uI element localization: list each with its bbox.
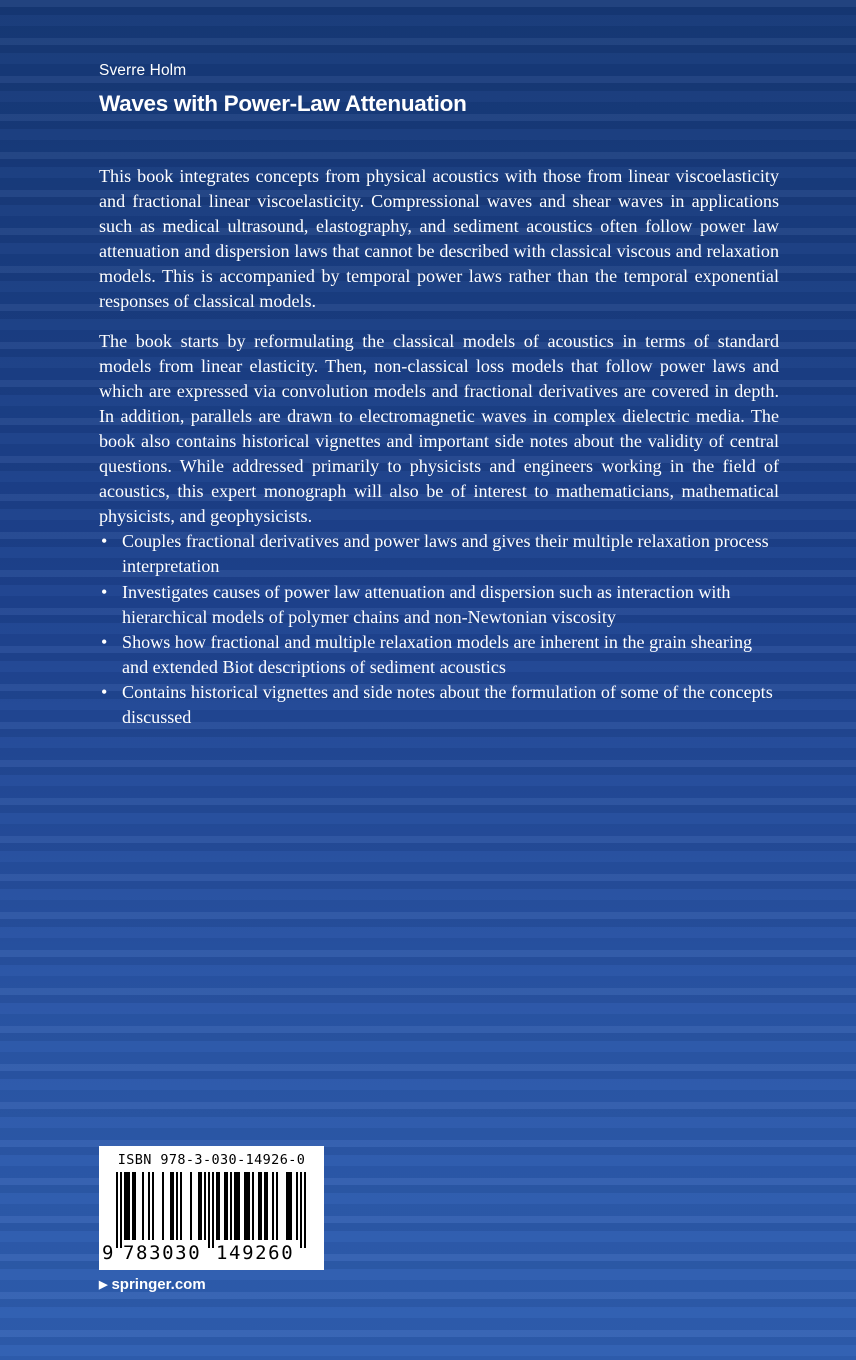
feature-text: Shows how fractional and multiple relaxation models are inherent in the grain shearing and extended Biot descriptions of sediment acoustics <box>122 631 753 677</box>
barcode-bar <box>264 1172 266 1240</box>
arrow-right-icon: ▶ <box>99 1279 108 1291</box>
barcode-bar <box>200 1172 202 1240</box>
barcode-bar <box>272 1172 274 1240</box>
back-cover-blurb <box>99 164 779 730</box>
isbn-barcode <box>99 1146 324 1270</box>
book-title: Waves with Power-Law Attenuation <box>99 91 467 116</box>
description-paragraph: This book integrates concepts from physical acoustics with those from linear viscoelasticity and fractional linear viscoelasticity. Compressional waves and shear waves in applications such as medical ultrasound, elastography, and sediment acoustics often follow power law attenuation and dispersion laws that cannot be described with classical viscous and relaxation models. This is accompanied by temporal power laws rather than the temporal exponential responses of classical models. <box>99 166 779 312</box>
barcode-digit-lead: 9 <box>102 1242 114 1264</box>
feature-item <box>99 529 779 579</box>
barcode-bar <box>162 1172 164 1240</box>
barcode-bar <box>212 1172 214 1248</box>
barcode-bar <box>258 1172 260 1240</box>
description-paragraph: The book starts by reformulating the classical models of acoustics in terms of standard models from linear elasticity. Then, non-classical loss models that follow power laws and which are expressed via convolution models and fractional derivatives are covered in depth. In addition, parallels are drawn to electromagnetic waves in complex dielectric media. The book also contains historical vignettes and important side notes about the validity of central questions. While addressed primarily to physicists and engineers working in the field of acoustics, this expert monograph will also be of interest to mathematicians, mathematical physicists, and geophysicists. <box>99 330 779 527</box>
barcode-bar <box>190 1172 192 1240</box>
feature-list <box>99 529 779 730</box>
barcode-bar <box>286 1172 288 1240</box>
barcode-bar <box>142 1172 144 1240</box>
barcode-bar <box>266 1172 268 1240</box>
barcode-bar <box>238 1172 240 1240</box>
barcode-bar <box>120 1172 122 1248</box>
barcode-bar <box>148 1172 150 1240</box>
barcode-bar <box>218 1172 220 1240</box>
barcode-bar <box>276 1172 278 1240</box>
bullet-icon: • <box>101 581 108 602</box>
barcode-bar <box>304 1172 306 1248</box>
barcode-bar <box>132 1172 134 1240</box>
barcode-bar <box>224 1172 226 1240</box>
author-name: Sverre Holm <box>99 62 187 79</box>
feature-text: Investigates causes of power law attenuation and dispersion such as interaction with hierarchical models of polymer chains and non-Newtonian viscosity <box>122 581 731 627</box>
feature-item <box>99 630 779 680</box>
bullet-icon: • <box>101 681 108 702</box>
barcode-digits-left: 783030 <box>123 1242 202 1264</box>
barcode-bar <box>260 1172 262 1240</box>
barcode-bar <box>252 1172 254 1240</box>
feature-text: Couples fractional derivatives and power laws and gives their multiple relaxation process interpretation <box>122 531 769 577</box>
barcode-bar <box>172 1172 174 1240</box>
barcode-bar <box>124 1172 126 1240</box>
barcode-bar <box>296 1172 298 1240</box>
barcode-bar <box>290 1172 292 1240</box>
barcode-bar <box>230 1172 232 1240</box>
feature-item <box>99 680 779 730</box>
barcode-bar <box>236 1172 238 1240</box>
barcode-bar <box>244 1172 246 1240</box>
barcode-bar <box>246 1172 248 1240</box>
barcode-bar <box>208 1172 210 1248</box>
feature-item <box>99 580 779 630</box>
barcode-bar <box>134 1172 136 1240</box>
barcode-bar <box>234 1172 236 1240</box>
barcode-bar <box>226 1172 228 1240</box>
barcode-bar <box>216 1172 218 1240</box>
barcode-bars <box>113 1172 309 1250</box>
bullet-icon: • <box>101 631 108 652</box>
barcode-digits-right: 149260 <box>216 1242 295 1264</box>
barcode-bar <box>288 1172 290 1240</box>
barcode-bar <box>128 1172 130 1240</box>
barcode-bar <box>116 1172 118 1248</box>
barcode-bar <box>170 1172 172 1240</box>
barcode-bar <box>248 1172 250 1240</box>
feature-text: Contains historical vignettes and side notes about the formulation of some of the concepts discussed <box>122 681 773 727</box>
barcode-bar <box>204 1172 206 1240</box>
barcode-bar <box>176 1172 178 1240</box>
barcode-bar <box>300 1172 302 1248</box>
publisher-link[interactable] <box>99 1276 206 1293</box>
barcode-bar <box>180 1172 182 1240</box>
bullet-icon: • <box>101 531 108 552</box>
barcode-bar <box>198 1172 200 1240</box>
barcode-bar <box>152 1172 154 1240</box>
barcode-bar <box>126 1172 128 1240</box>
publisher-url: springer.com <box>111 1276 206 1293</box>
isbn-label: ISBN 978-3-030-14926-0 <box>117 1152 306 1168</box>
